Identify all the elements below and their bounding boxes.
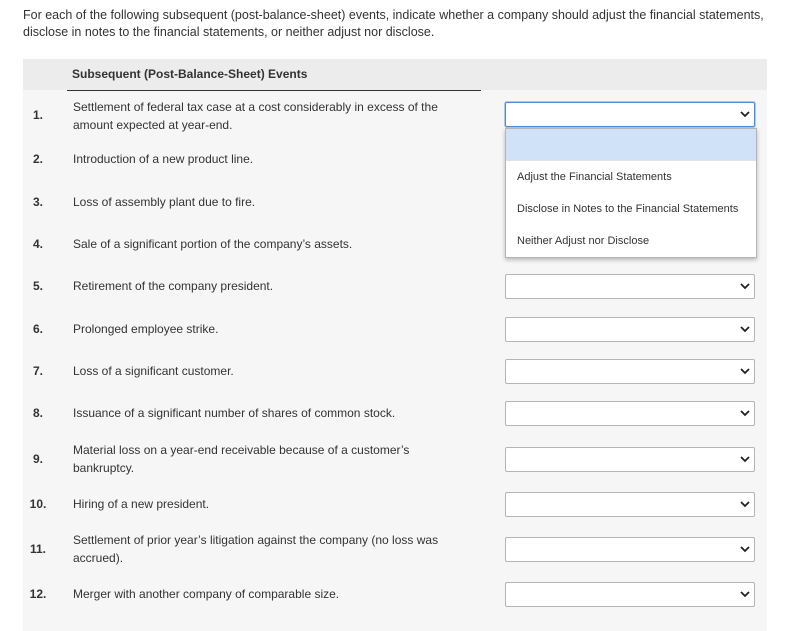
dropdown-option-adjust[interactable]: Adjust the Financial Statements <box>517 171 672 183</box>
row-number: 9. <box>32 452 43 466</box>
table-row <box>23 582 767 606</box>
instructions-text: For each of the following subsequent (post-balance-sheet) events, indicate whether a company should adjust the financial statements, disclose in notes to the financial statements, or neither adjust nor disclose. <box>23 8 764 39</box>
chevron-down-icon <box>740 282 750 290</box>
answer-select[interactable] <box>505 102 755 127</box>
event-description: Retirement of the company president. <box>73 279 274 293</box>
answer-select[interactable] <box>505 274 755 299</box>
chevron-down-icon <box>740 110 750 118</box>
table-row <box>23 317 767 341</box>
row-number: 11. <box>29 542 47 556</box>
table-row <box>23 359 767 383</box>
dropdown-option-blank[interactable] <box>506 129 756 161</box>
events-table <box>23 59 767 631</box>
row-number: 8. <box>32 406 43 420</box>
answer-select[interactable] <box>505 317 755 342</box>
answer-select[interactable] <box>505 492 755 517</box>
event-description: Settlement of prior year’s litigation against the company (no loss was accrued). <box>73 533 439 565</box>
dropdown-list <box>505 128 757 258</box>
header-divider <box>67 90 481 91</box>
event-description: Loss of a significant customer. <box>73 364 234 378</box>
row-number: 7. <box>32 364 43 378</box>
event-description: Issuance of a significant number of shares of common stock. <box>73 406 396 420</box>
column-header-events: Subsequent (Post-Balance-Sheet) Events <box>72 67 308 81</box>
dropdown-option-disclose[interactable]: Disclose in Notes to the Financial Statements <box>517 203 739 215</box>
chevron-down-icon <box>740 545 750 553</box>
answer-select[interactable] <box>505 359 755 384</box>
row-number: 4. <box>32 237 43 251</box>
row-number: 1. <box>32 108 43 122</box>
chevron-down-icon <box>740 455 750 463</box>
row-number: 6. <box>32 322 43 336</box>
chevron-down-icon <box>740 590 750 598</box>
event-description: Settlement of federal tax case at a cost considerably in excess of the amount expected at year-end. <box>73 100 438 132</box>
chevron-down-icon <box>740 500 750 508</box>
chevron-down-icon <box>740 325 750 333</box>
answer-select[interactable] <box>505 401 755 426</box>
row-number: 2. <box>32 152 43 166</box>
event-description: Loss of assembly plant due to fire. <box>73 195 256 209</box>
event-description: Sale of a significant portion of the company’s assets. <box>73 237 353 251</box>
row-number: 12. <box>29 587 47 601</box>
table-row <box>23 440 767 478</box>
dropdown-option-neither[interactable]: Neither Adjust nor Disclose <box>517 235 650 247</box>
answer-select[interactable] <box>505 447 755 472</box>
event-description: Hiring of a new president. <box>73 497 210 511</box>
row-number: 5. <box>32 279 43 293</box>
event-description: Introduction of a new product line. <box>73 152 254 166</box>
table-row <box>23 401 767 425</box>
row-number: 10. <box>29 497 47 511</box>
answer-select[interactable] <box>505 582 755 607</box>
event-description: Prolonged employee strike. <box>73 322 219 336</box>
chevron-down-icon <box>740 367 750 375</box>
row-number: 3. <box>32 195 43 209</box>
answer-select[interactable] <box>505 537 755 562</box>
event-description: Material loss on a year-end receivable because of a customer’s bankruptcy. <box>73 443 410 475</box>
table-header <box>23 59 767 90</box>
event-description: Merger with another company of comparable size. <box>73 587 340 601</box>
chevron-down-icon <box>740 409 750 417</box>
table-row <box>23 274 767 298</box>
table-row <box>23 530 767 568</box>
table-row <box>23 492 767 516</box>
